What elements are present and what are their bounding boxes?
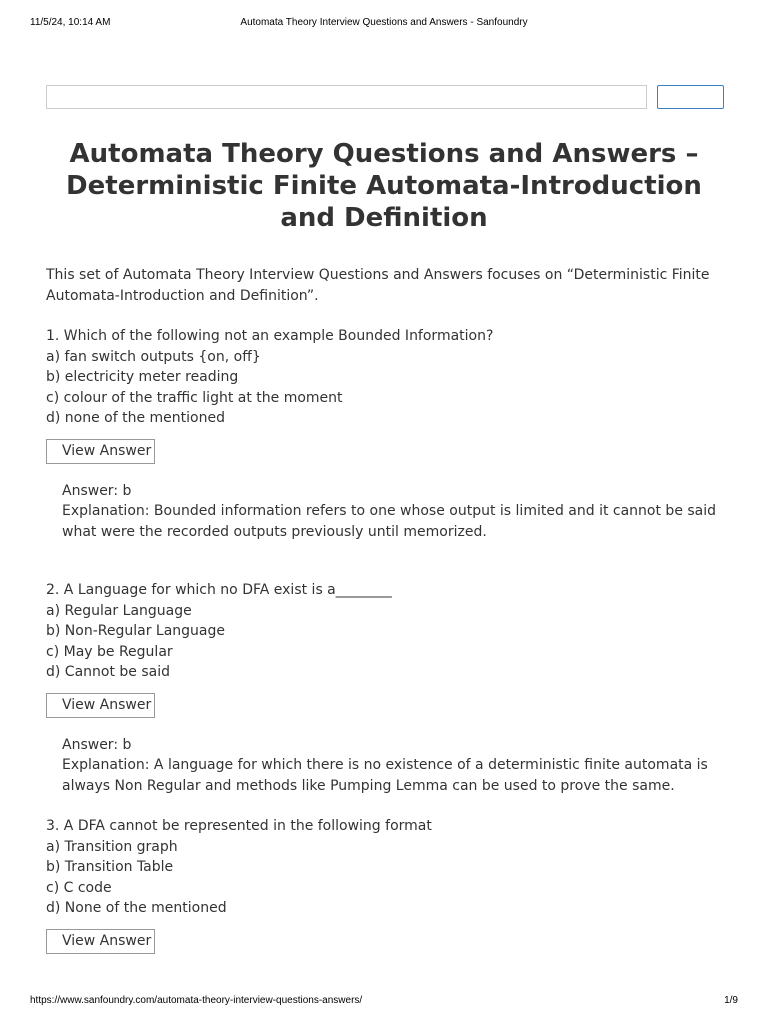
question-block bbox=[46, 580, 726, 796]
explanation-text: Explanation: A language for which there is no existence of a deterministic finite automata is always Non Regular and methods like Pumping Lemma can be used to prove the same. bbox=[62, 757, 708, 794]
option-b: b) Non-Regular Language bbox=[46, 623, 225, 639]
option-a: a) Transition graph bbox=[46, 838, 178, 855]
print-footer bbox=[30, 995, 738, 1009]
page-title: Automata Theory Questions and Answers – Deterministic Finite Automata-Introduction and Definition bbox=[66, 139, 702, 233]
option-a: a) Regular Language bbox=[46, 602, 192, 619]
question-block bbox=[46, 816, 726, 954]
answer-block bbox=[62, 735, 726, 797]
page-number: 1/9 bbox=[724, 995, 738, 1006]
view-answer-button[interactable]: View Answer bbox=[46, 929, 155, 954]
option-c: c) colour of the traffic light at the moment bbox=[46, 389, 343, 406]
option-d: d) none of the mentioned bbox=[46, 410, 225, 426]
question-block bbox=[46, 326, 726, 542]
option-a: a) fan switch outputs {on, off} bbox=[46, 348, 261, 365]
print-document-title: Automata Theory Interview Questions and Answers - Sanfoundry bbox=[240, 17, 528, 28]
print-header bbox=[30, 17, 738, 31]
search-button[interactable] bbox=[657, 85, 724, 109]
option-b: b) Transition Table bbox=[46, 859, 174, 875]
intro-paragraph: This set of Automata Theory Interview Questions and Answers focuses on “Deterministic Finite Automata-Introduction and Definition”. bbox=[46, 267, 710, 304]
option-c: c) May be Regular bbox=[46, 643, 173, 660]
answer-block bbox=[62, 481, 726, 543]
answer-text: Answer: b bbox=[62, 482, 132, 499]
view-answer-button[interactable]: View Answer bbox=[46, 439, 155, 464]
explanation-text: Explanation: Bounded information refers to one whose output is limited and it cannot be said what were the recorded outputs previously until memorized. bbox=[62, 503, 717, 540]
question-text: 1. Which of the following not an example Bounded Information? bbox=[46, 328, 494, 344]
question-text: 2. A Language for which no DFA exist is a________ bbox=[46, 582, 392, 598]
article-content bbox=[46, 265, 726, 954]
option-d: d) None of the mentioned bbox=[46, 900, 227, 916]
option-b: b) electricity meter reading bbox=[46, 369, 239, 385]
question-text: 3. A DFA cannot be represented in the following format bbox=[46, 818, 432, 834]
view-answer-button[interactable]: View Answer bbox=[46, 693, 155, 718]
answer-text: Answer: b bbox=[62, 736, 132, 753]
print-url: https://www.sanfoundry.com/automata-theory-interview-questions-answers/ bbox=[30, 995, 363, 1006]
option-d: d) Cannot be said bbox=[46, 664, 171, 680]
print-datetime: 11/5/24, 10:14 AM bbox=[30, 17, 111, 28]
option-c: c) C code bbox=[46, 879, 112, 896]
search-input[interactable] bbox=[46, 85, 647, 109]
